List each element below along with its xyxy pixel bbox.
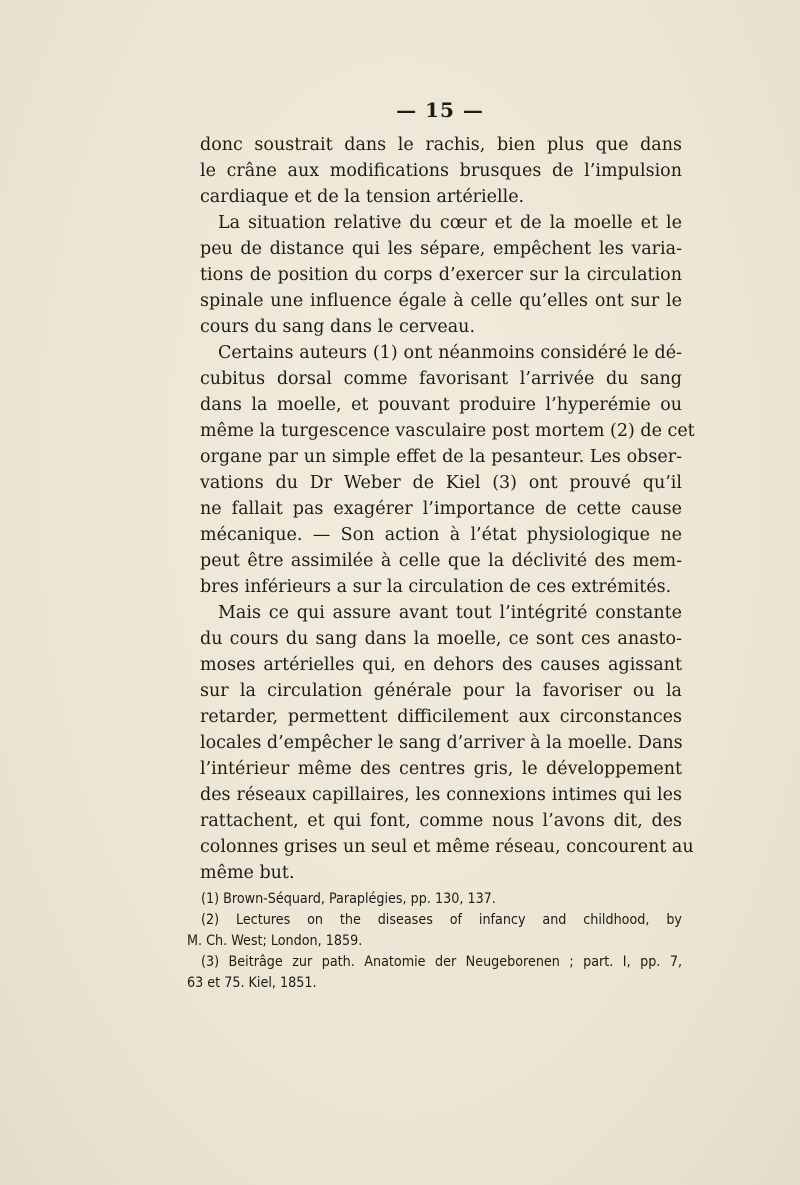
text-line: peut être assimilée à celle que la déclivité des mem- bbox=[200, 551, 682, 571]
footnote-line: M. Ch. West; London, 1859. bbox=[187, 933, 363, 949]
footnotes bbox=[187, 889, 682, 994]
footnote-line: (1) Brown-Séquard, Paraplégies, pp. 130, 137. bbox=[201, 891, 496, 907]
paragraph bbox=[200, 210, 682, 340]
paragraph bbox=[200, 600, 694, 886]
text-line: La situation relative du cœur et de la moelle et le bbox=[218, 213, 682, 233]
text-line: Mais ce qui assure avant tout l’intégrité constante bbox=[218, 603, 682, 623]
footnote-line: (3) Beitrâge zur path. Anatomie der Neugeborenen ; part. I, pp. 7, bbox=[201, 954, 682, 970]
text-line: donc soustrait dans le rachis, bien plus que dans bbox=[200, 135, 682, 155]
text-line: le crâne aux modifications brusques de l’impulsion bbox=[200, 161, 682, 181]
text-line: Certains auteurs (1) ont néanmoins considéré le dé- bbox=[218, 343, 682, 363]
text-line: du cours du sang dans la moelle, ce sont ces anasto- bbox=[200, 629, 682, 649]
paragraph bbox=[200, 340, 695, 600]
text-line: moses artérielles qui, en dehors des causes agissant bbox=[200, 655, 682, 675]
footnote bbox=[187, 952, 682, 994]
footnote-line: (2) Lectures on the diseases of infancy and childhood, by bbox=[201, 912, 682, 928]
text-line: colonnes grises un seul et même réseau, concourent au bbox=[200, 837, 694, 857]
text-line: l’intérieur même des centres gris, le développement bbox=[200, 759, 682, 779]
text-line: tions de position du corps d’exercer sur la circulation bbox=[200, 265, 682, 285]
text-line: retarder, permettent difficilement aux circonstances bbox=[200, 707, 682, 727]
page-number: — 15 — bbox=[396, 98, 484, 122]
text-line: mécanique. — Son action à l’état physiologique ne bbox=[200, 525, 682, 545]
text-line: même la turgescence vasculaire post mortem (2) de cet bbox=[200, 421, 695, 441]
footnote bbox=[187, 910, 682, 952]
text-line: cubitus dorsal comme favorisant l’arrivée du sang bbox=[200, 369, 682, 389]
text-line: organe par un simple effet de la pesanteur. Les obser- bbox=[200, 447, 682, 467]
paragraph bbox=[200, 132, 682, 210]
text-line: même but. bbox=[200, 863, 295, 883]
text-line: cardiaque et de la tension artérielle. bbox=[200, 187, 525, 207]
text-line: sur la circulation générale pour la favoriser ou la bbox=[200, 681, 682, 701]
text-line: des réseaux capillaires, les connexions intimes qui les bbox=[200, 785, 682, 805]
text-line: cours du sang dans le cerveau. bbox=[200, 317, 476, 337]
text-line: ne fallait pas exagérer l’importance de cette cause bbox=[200, 499, 682, 519]
text-line: spinale une influence égale à celle qu’elles ont sur le bbox=[200, 291, 682, 311]
footnote bbox=[187, 889, 682, 910]
text-line: vations du Dr Weber de Kiel (3) ont prouvé qu’il bbox=[200, 473, 682, 493]
text-line: rattachent, et qui font, comme nous l’avons dit, des bbox=[200, 811, 682, 831]
text-line: peu de distance qui les sépare, empêchent les varia- bbox=[200, 239, 682, 259]
text-line: bres inférieurs a sur la circulation de ces extrémités. bbox=[200, 577, 672, 597]
body-text bbox=[200, 132, 695, 886]
text-line: locales d’empêcher le sang d’arriver à la moelle. Dans bbox=[200, 733, 683, 753]
footnote-line: 63 et 75. Kiel, 1851. bbox=[187, 975, 317, 991]
text-line: dans la moelle, et pouvant produire l’hyperémie ou bbox=[200, 395, 682, 415]
